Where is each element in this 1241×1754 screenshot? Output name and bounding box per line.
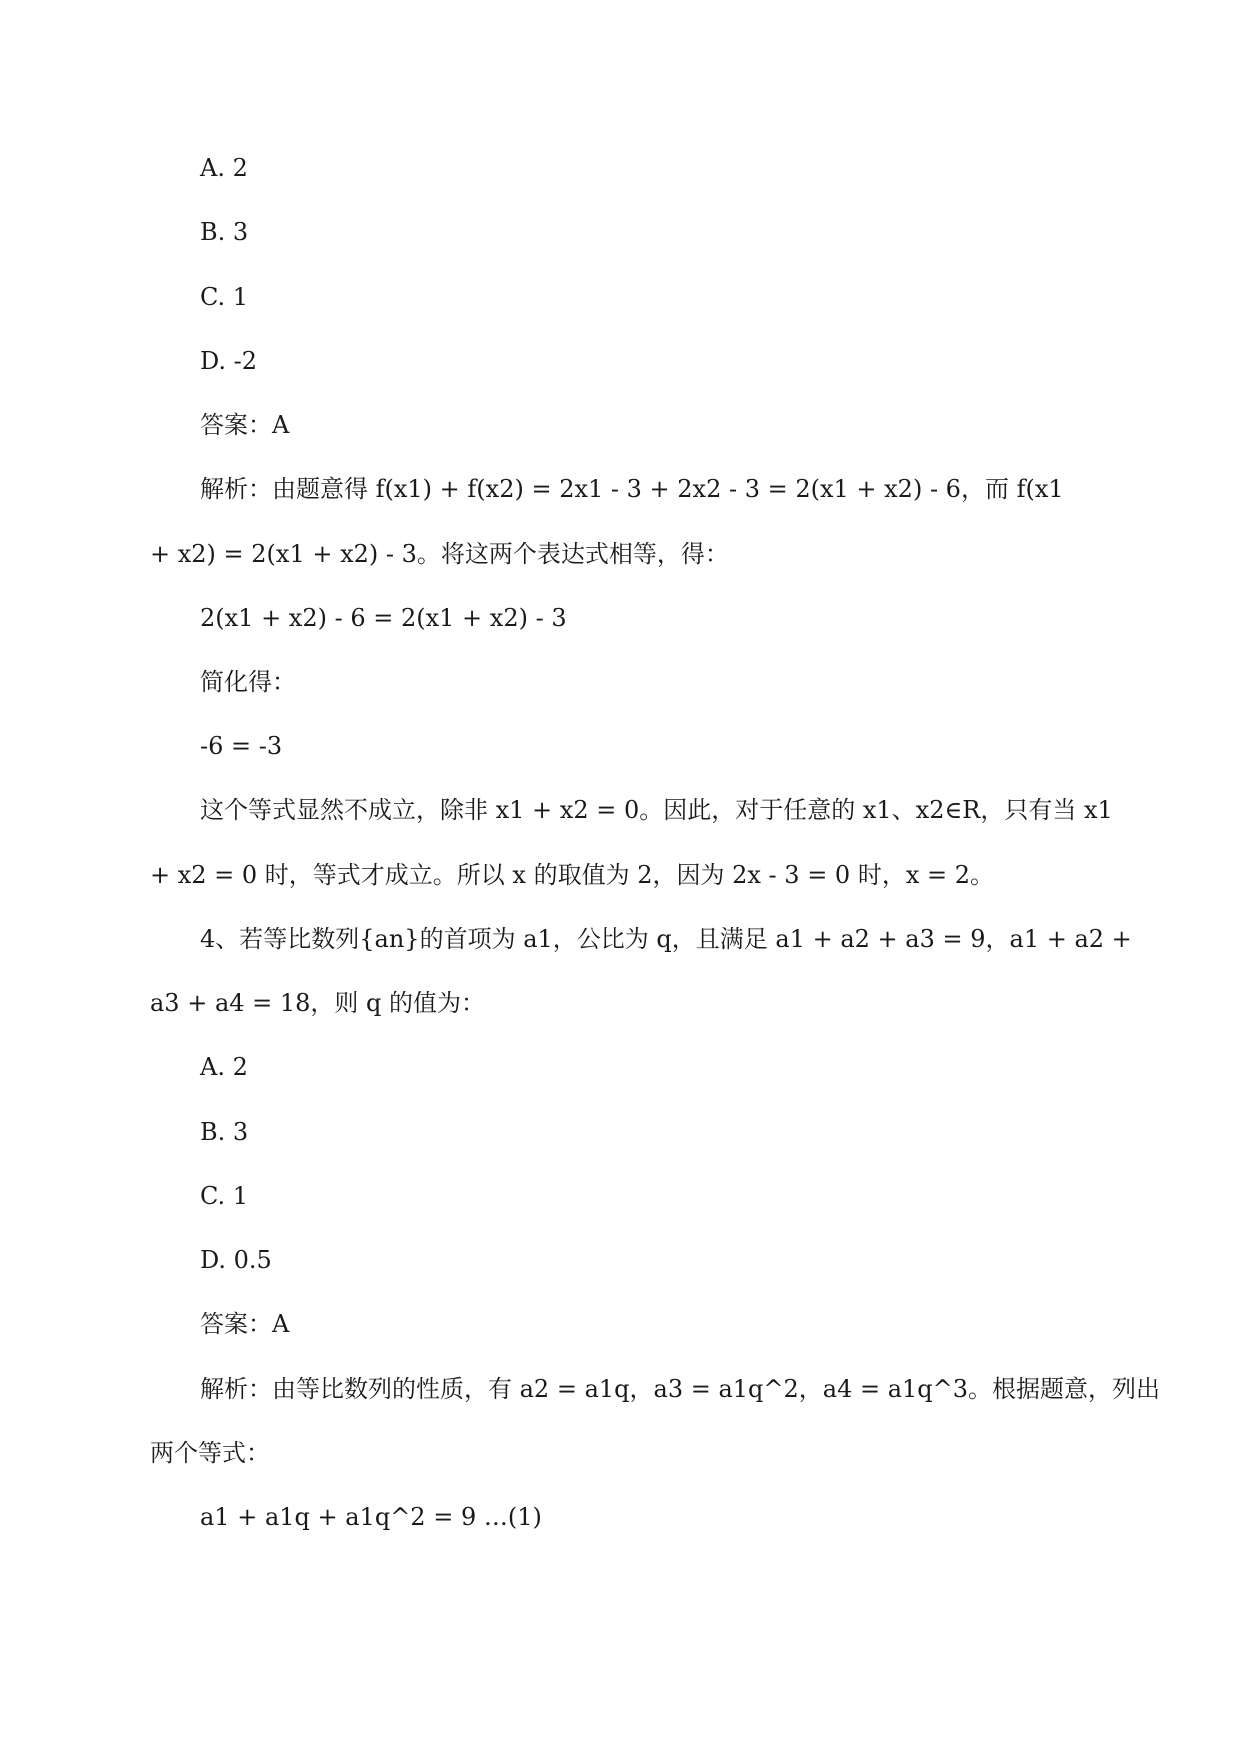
q3-answer: 答案：A — [200, 411, 290, 439]
q3-analysis-line-1: 解析：由题意得 f(x1) + f(x2) = 2x1 - 3 + 2x2 - 3 = 2(x1 + x2) - 6，而 f(x1 — [200, 475, 1064, 503]
q4-option-c: C. 1 — [200, 1182, 249, 1210]
q4-stem-line-1: 4、若等比数列{an}的首项为 a1，公比为 q，且满足 a1 + a2 + a3 = 9，a1 + a2 + — [200, 925, 1132, 953]
q4-analysis-line-2: 两个等式： — [150, 1439, 270, 1467]
q4-option-d: D. 0.5 — [200, 1246, 272, 1274]
q4-analysis-line-1: 解析：由等比数列的性质，有 a2 = a1q，a3 = a1q^2，a4 = a1q^3。根据题意，列出 — [200, 1375, 1161, 1403]
q3-equation-2: -6 = -3 — [200, 732, 283, 760]
q4-answer: 答案：A — [200, 1310, 290, 1338]
q3-conclusion-line-2: + x2 = 0 时，等式才成立。所以 x 的取值为 2，因为 2x - 3 = 0 时，x = 2。 — [150, 861, 995, 889]
q3-conclusion-line-1: 这个等式显然不成立，除非 x1 + x2 = 0。因此，对于任意的 x1、x2∈R，只有当 x1 — [200, 796, 1113, 824]
q4-stem-line-2: a3 + a4 = 18，则 q 的值为： — [150, 989, 486, 1017]
q4-option-a: A. 2 — [200, 1053, 248, 1081]
q3-option-d: D. -2 — [200, 347, 258, 375]
q3-option-a: A. 2 — [200, 154, 248, 182]
q3-option-b: B. 3 — [200, 218, 249, 246]
q4-equation-1: a1 + a1q + a1q^2 = 9 …(1) — [200, 1503, 542, 1531]
q3-option-c: C. 1 — [200, 283, 249, 311]
q4-option-b: B. 3 — [200, 1118, 249, 1146]
q3-simplify-label: 简化得： — [200, 668, 296, 696]
q3-equation-1: 2(x1 + x2) - 6 = 2(x1 + x2) - 3 — [200, 604, 567, 632]
q3-analysis-line-2: + x2) = 2(x1 + x2) - 3。将这两个表达式相等，得： — [150, 540, 729, 568]
